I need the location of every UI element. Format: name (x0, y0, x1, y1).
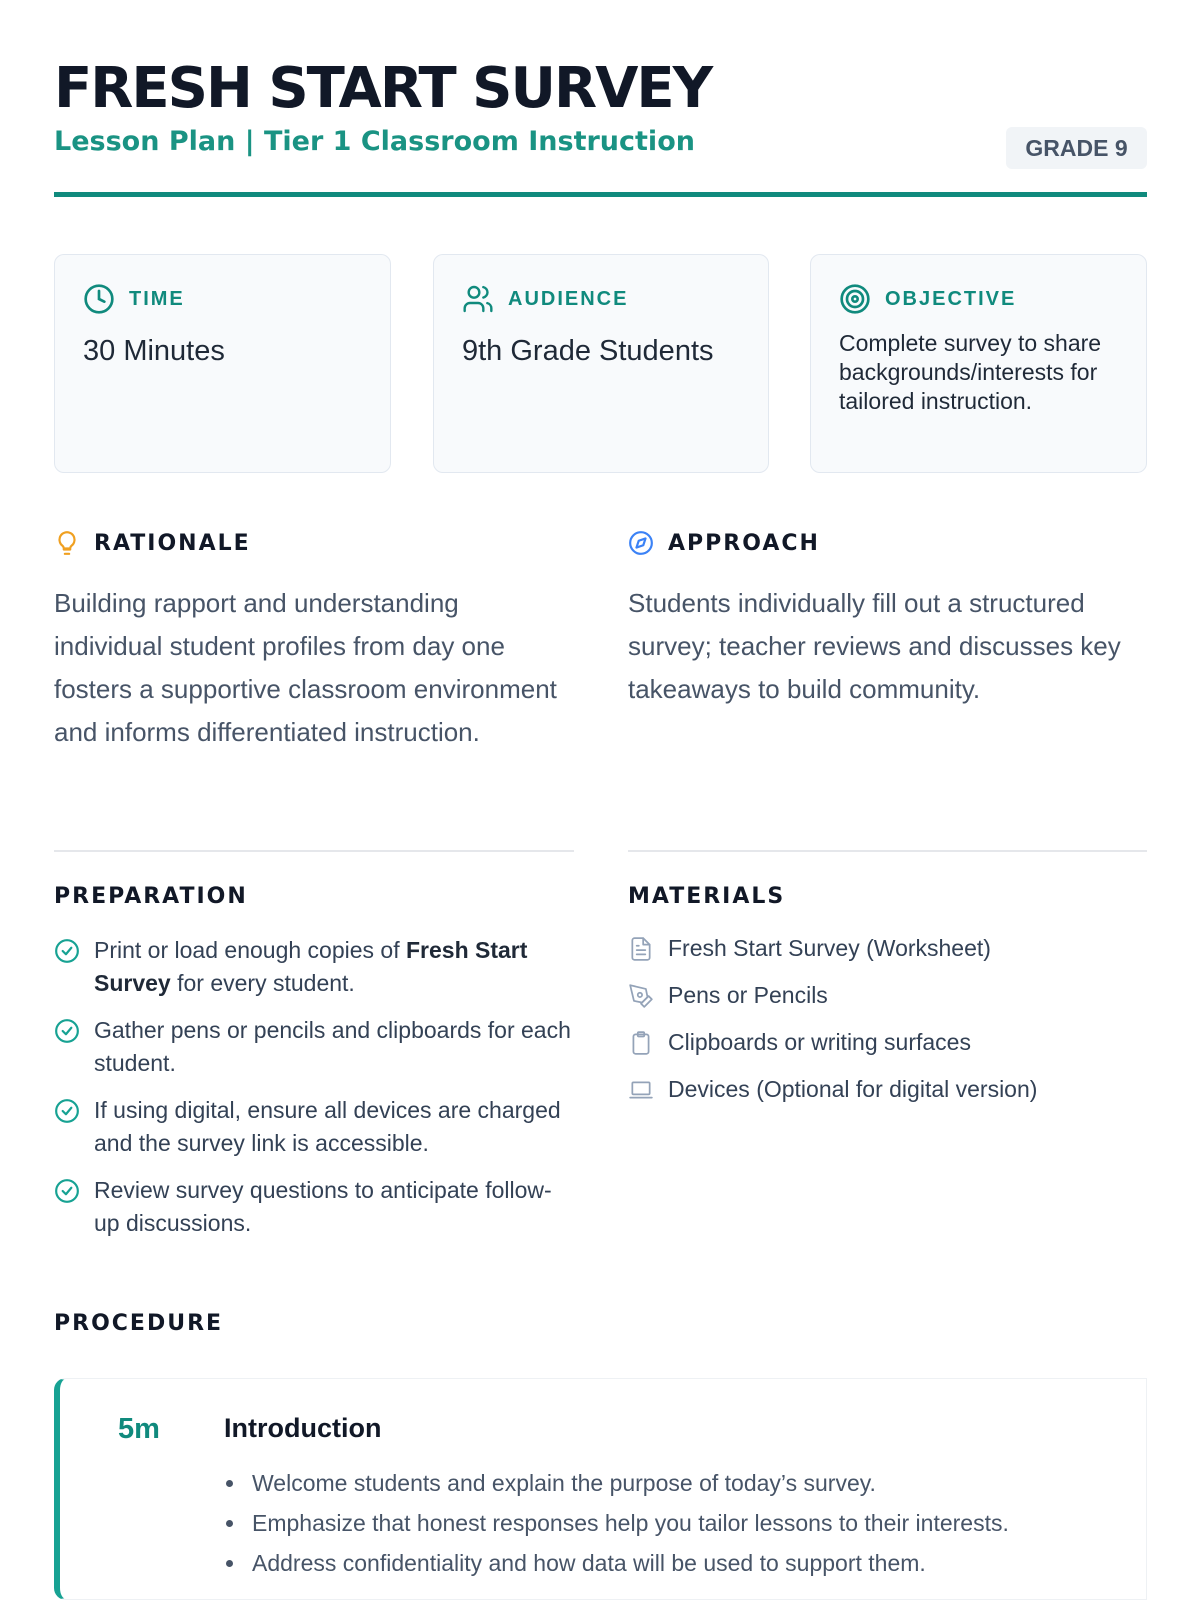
list-item (628, 1019, 1147, 1066)
step-title: Introduction (224, 1413, 382, 1443)
material-label: Clipboards or writing surfaces (668, 1029, 971, 1055)
rationale-title: RATIONALE (94, 530, 251, 556)
step-duration: 5m (118, 1413, 160, 1445)
material-label: Fresh Start Survey (Worksheet) (668, 935, 991, 961)
audience-card (433, 254, 769, 473)
prep-text-bold: Fresh Start Survey (94, 937, 528, 996)
time-value: 30 Minutes (83, 335, 225, 367)
preparation-heading: PREPARATION (54, 884, 248, 909)
approach-heading (628, 530, 820, 556)
preparation-item-text (94, 934, 574, 1000)
list-item (628, 1066, 1147, 1113)
approach-title: APPROACH (668, 530, 820, 556)
time-card (54, 254, 391, 473)
header-divider (54, 192, 1147, 197)
audience-value: 9th Grade Students (462, 335, 714, 367)
check-circle-icon (54, 1178, 80, 1204)
preparation-list (54, 934, 574, 1254)
page-title: FRESH START SURVEY (54, 56, 712, 121)
audience-label: AUDIENCE (508, 287, 629, 310)
rationale-heading (54, 530, 251, 556)
clock-icon (83, 283, 115, 315)
step-bullets (224, 1463, 1009, 1583)
check-circle-icon (54, 1018, 80, 1044)
objective-card (810, 254, 1147, 473)
list-item (54, 1174, 574, 1240)
list-item (54, 934, 574, 1000)
list-item: Welcome students and explain the purpose of today’s survey. (224, 1463, 1009, 1503)
grade-badge: GRADE 9 (1006, 127, 1147, 169)
divider-left (54, 850, 574, 852)
material-label: Devices (Optional for digital version) (668, 1076, 1038, 1102)
time-label: TIME (129, 287, 185, 310)
approach-text: Students individually fill out a structured survey; teacher reviews and discusses key takeaways to build community. (628, 588, 1121, 704)
preparation-item-text: Gather pens or pencils and clipboards for each student. (94, 1017, 571, 1076)
clipboard-icon (628, 1030, 654, 1056)
pen-icon (628, 983, 654, 1009)
list-item (628, 972, 1147, 1019)
lightbulb-icon (54, 530, 80, 556)
list-item (628, 925, 1147, 972)
rationale-text: Building rapport and understanding individual student profiles from day one fosters a supportive classroom environment and informs differentiated instruction. (54, 588, 557, 747)
check-circle-icon (54, 1098, 80, 1124)
materials-list (628, 925, 1147, 1113)
prep-text-part: for every student. (170, 970, 355, 996)
objective-label: OBJECTIVE (885, 287, 1017, 310)
materials-heading: MATERIALS (628, 884, 786, 909)
laptop-icon (628, 1077, 654, 1103)
procedure-heading: PROCEDURE (54, 1311, 224, 1336)
divider-right (628, 850, 1147, 852)
document-icon (628, 936, 654, 962)
procedure-step-card (54, 1378, 1147, 1600)
prep-text-part: Print or load enough copies of (94, 937, 406, 963)
list-item (54, 1014, 574, 1080)
page-subtitle: Lesson Plan | Tier 1 Classroom Instruction (54, 126, 695, 157)
preparation-item-text: If using digital, ensure all devices are charged and the survey link is accessible. (94, 1097, 561, 1156)
list-item: Address confidentiality and how data will be used to support them. (224, 1543, 1009, 1583)
material-label: Pens or Pencils (668, 982, 828, 1008)
target-icon (839, 283, 871, 315)
users-icon (462, 283, 494, 315)
list-item (54, 1094, 574, 1160)
preparation-item-text: Review survey questions to anticipate follow-up discussions. (94, 1177, 552, 1236)
check-circle-icon (54, 938, 80, 964)
list-item: Emphasize that honest responses help you tailor lessons to their interests. (224, 1503, 1009, 1543)
compass-icon (628, 530, 654, 556)
objective-value: Complete survey to share backgrounds/interests for tailored instruction. (839, 330, 1102, 414)
